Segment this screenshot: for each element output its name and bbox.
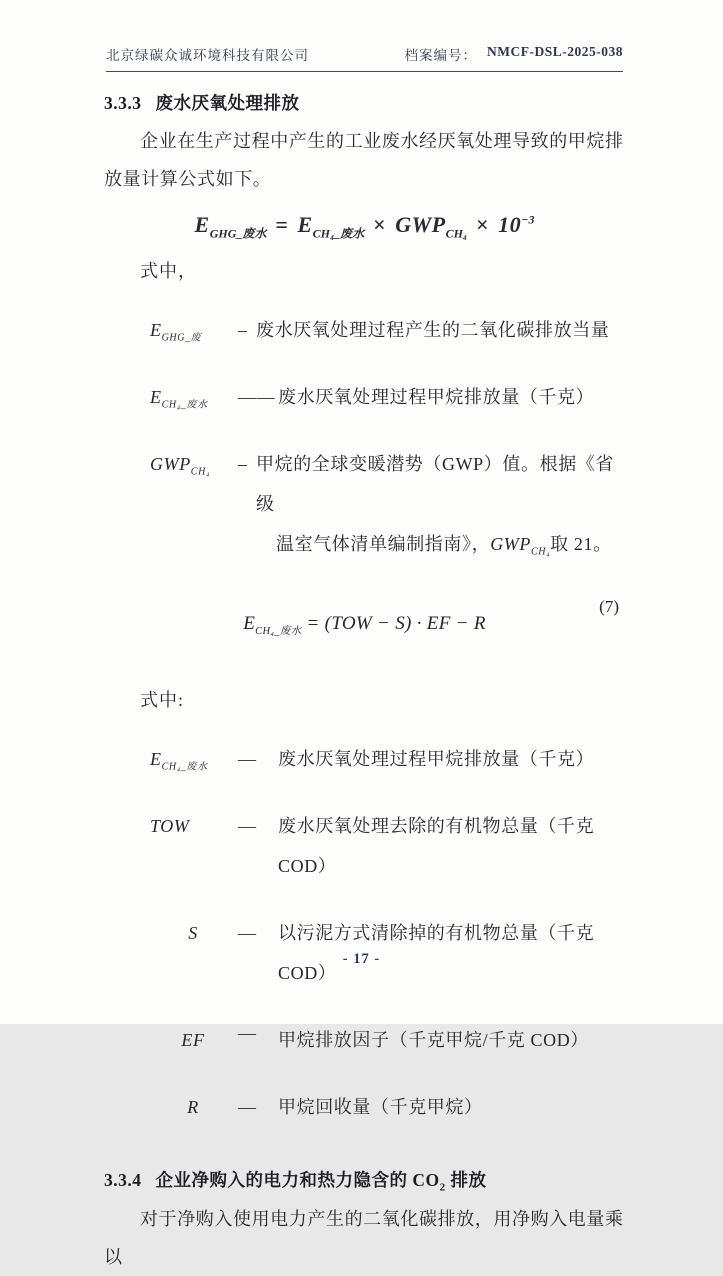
variable-row xyxy=(150,444,625,573)
section-heading-334 xyxy=(104,1167,625,1194)
formula-term1-sub: CH₄_废水 xyxy=(312,226,365,241)
definition-dash: — xyxy=(238,748,257,769)
variable-description: 废水厌氧处理去除的有机物总量（千克 COD） xyxy=(278,815,595,876)
formula-term3: 10 xyxy=(498,212,522,237)
variable-term: TOW xyxy=(150,815,190,836)
variable-row xyxy=(150,1020,625,1060)
section-number: 3.3.4 xyxy=(104,1169,142,1190)
company-name: 北京绿碳众诚环境科技有限公司 xyxy=(106,48,309,63)
formula-lhs: E xyxy=(243,612,256,634)
variable-description: 废水厌氧处理过程甲烷排放量（千克） xyxy=(278,387,595,408)
multiply-sign: × xyxy=(476,212,490,237)
variable-description: 甲烷回收量（千克甲烷） xyxy=(278,1096,483,1117)
equals-sign: = xyxy=(275,212,289,237)
variable-row xyxy=(150,1087,625,1127)
definition-dash: —— xyxy=(238,387,276,408)
formula-term1: E xyxy=(297,212,313,237)
where-label-2: 式中: xyxy=(140,689,185,710)
formula-lhs-sub: GHG_废水 xyxy=(209,226,267,241)
definition-dash: — xyxy=(238,815,257,836)
definition-dash: — xyxy=(238,1022,257,1043)
formula-lhs-sub: CH₄_废水 xyxy=(255,625,302,637)
variable-row xyxy=(150,310,625,350)
variable-description: 废水厌氧处理过程产生的二氧化碳排放当量 xyxy=(256,320,610,341)
definition-dash: — xyxy=(238,922,257,943)
formula-ghg-wastewater xyxy=(104,212,625,241)
archive-label: 档案编号： xyxy=(404,48,477,63)
where-label-1: 式中， xyxy=(140,261,197,282)
page-body xyxy=(104,90,625,1276)
page-header xyxy=(106,44,623,72)
variable-description: 甲烷排放因子（千克甲烷/千克 COD） xyxy=(278,1029,589,1050)
formula-term2-sub: CH₄ xyxy=(445,226,468,241)
variable-term: EF xyxy=(181,1029,205,1050)
formula-ch4-wastewater xyxy=(104,613,625,638)
definition-dash: – xyxy=(238,454,248,475)
variable-row xyxy=(150,739,625,779)
archive-number-block xyxy=(405,44,624,64)
variable-term: $E_{CH_4\_废水}$ xyxy=(150,748,208,773)
formula-term3-sup: −3 xyxy=(521,212,535,227)
section-number: 3.3.3 xyxy=(104,93,142,113)
equation-number: (7) xyxy=(599,596,619,616)
multiply-sign: × xyxy=(373,212,387,237)
closing-paragraph: 对于净购入使用电力产生的二氧化碳排放，用净购入电量乘以 xyxy=(104,1209,624,1267)
formula-term2: GWP xyxy=(395,212,446,237)
variable-term: $GWP_{CH_4}$ xyxy=(150,454,210,478)
inline-gwp-term: $GWP_{CH_4}$ xyxy=(490,534,551,558)
section-title: 企业净购入的电力和热力隐含的 $CO_2$ 排放 xyxy=(155,1169,487,1194)
intro-paragraph: 企业在生产过程中产生的工业废水经厌氧处理导致的甲烷排放量计算公式如下。 xyxy=(104,131,624,189)
variable-term: $E_{GHG\_废}$ xyxy=(150,320,202,344)
variable-row xyxy=(150,806,625,886)
formula-lhs: E xyxy=(194,212,210,237)
definition-dash: – xyxy=(238,320,248,341)
definition-dash: — xyxy=(238,1096,257,1117)
variable-description: 以污泥方式清除掉的有机物总量（千克 COD） xyxy=(278,922,595,983)
variable-row xyxy=(150,377,625,417)
variable-description: 甲烷的全球变暖潜势（GWP）值。根据《省级 温室气体清单编制指南》，$GWP_{CH_4}$取 21。 xyxy=(256,454,614,558)
variable-description: 废水厌氧处理过程甲烷排放量（千克） xyxy=(278,748,595,769)
formula-rhs: = (TOW − S) · EF − R xyxy=(306,612,486,634)
formula-7-block xyxy=(104,596,625,638)
section-heading-333 xyxy=(104,90,625,115)
variable-term: S xyxy=(188,922,198,943)
variable-term: R xyxy=(187,1096,199,1117)
page-number: - 17 - xyxy=(342,951,381,967)
section-title: 废水厌氧处理排放 xyxy=(155,93,300,113)
archive-number: NMCF-DSL-2025-038 xyxy=(487,44,623,59)
variable-term: $E_{CH_4\_废水}$ xyxy=(150,387,208,411)
